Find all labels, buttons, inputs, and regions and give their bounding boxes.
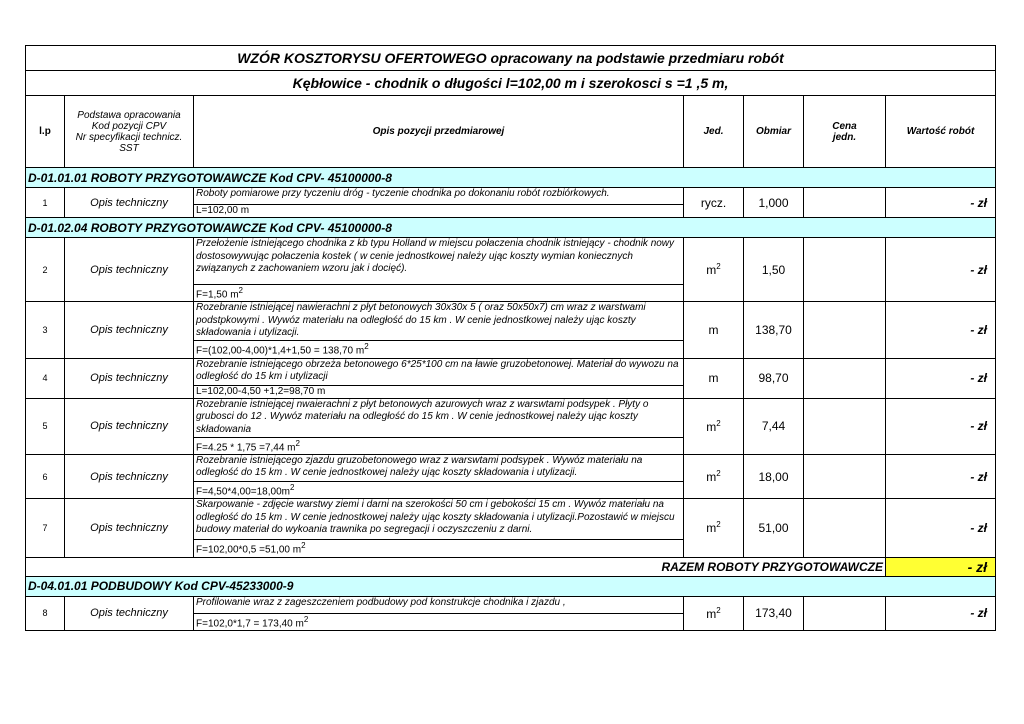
header-price-line-1: Cena xyxy=(832,120,857,132)
table-row xyxy=(26,358,996,385)
item-unit-price xyxy=(804,398,886,454)
item-value: - zł xyxy=(886,238,996,302)
item-lp: 4 xyxy=(26,358,65,398)
header-unit: Jed. xyxy=(684,96,744,168)
item-basis: Opis techniczny xyxy=(65,238,194,302)
unit-text: m xyxy=(706,606,717,621)
item-unit-price xyxy=(804,238,886,302)
unit-text: m xyxy=(708,322,719,337)
header-value: Wartość robót xyxy=(886,96,996,168)
item-lp: 1 xyxy=(26,188,65,218)
item-unit xyxy=(684,596,744,630)
calc-superscript: 2 xyxy=(303,614,309,624)
subtotal-label: RAZEM ROBOTY PRZYGOTOWAWCZE xyxy=(26,557,886,576)
subtitle-row xyxy=(26,71,996,96)
item-value: - zł xyxy=(886,499,996,557)
item-basis: Opis techniczny xyxy=(65,188,194,218)
calc-text: F=4.25 * 1,75 =7,44 m xyxy=(196,441,296,453)
item-description: Skarpowanie - zdjęcie warstwy ziemi i darni na szerokości 50 cm i gebokości 15 cm . Wywóz materiału na odległość do 15 km . W cenie jednostkowej należy ując koszty składowania i utylizacji.Pozostawić w miejscu budowy materiał do wykoania trawnika po segregacji i oczyszczeniu z darni. xyxy=(194,499,684,540)
calc-text: L=102,00-4,50 +1,2=98,70 m xyxy=(196,385,326,397)
header-lp: l.p xyxy=(26,96,65,168)
item-basis: Opis techniczny xyxy=(65,596,194,630)
item-unit-price xyxy=(804,454,886,498)
header-basis xyxy=(65,96,194,168)
item-value: - zł xyxy=(886,454,996,498)
item-value: - zł xyxy=(886,302,996,358)
section-row xyxy=(26,168,996,188)
item-description: Przełożenie istniejącego chodnika z kb typu Holland w miejscu połaczenia chodnik istniejący - chodnik nowy dostosowywując połaczenia kostek ( w cenie jednostkowej należy ując koszty wymian koniecznych związanych z zachowaniem wzoru jak i docięć). xyxy=(194,238,684,285)
header-row xyxy=(26,96,996,168)
item-unit xyxy=(684,238,744,302)
header-basis-line-1: Podstawa opracowania xyxy=(77,109,181,121)
table-row xyxy=(26,398,996,437)
calc-superscript: 2 xyxy=(289,482,295,492)
item-calculation xyxy=(194,613,684,630)
item-quantity: 1,50 xyxy=(744,238,804,302)
table-row xyxy=(26,238,996,285)
section-row xyxy=(26,576,996,596)
unit-text: m xyxy=(706,263,717,278)
calc-text: F=(102,00-4,00)*1,4+1,50 = 138,70 m xyxy=(196,345,365,357)
subtotal-value: - zł xyxy=(886,557,996,576)
item-basis: Opis techniczny xyxy=(65,454,194,498)
table-row xyxy=(26,302,996,341)
calc-text: F=102,00*0,5 =51,00 m xyxy=(196,544,302,556)
item-quantity: 18,00 xyxy=(744,454,804,498)
unit-superscript: 2 xyxy=(716,469,721,479)
item-description: Rozebranie istniejącej nawierachni z płyt betonowych 30x30x 5 ( oraz 50x50x7) cm wraz z warstwami podstpkowymi . Wywóz materiału na odległość do 15 km . W cenie jednostkowej należy ując koszty składowania i utylizacji. xyxy=(194,302,684,341)
table-row xyxy=(26,596,996,613)
item-value: - zł xyxy=(886,358,996,398)
item-description: Roboty pomiarowe przy tyczeniu dróg - tyczenie chodnika po dokonaniu robót rozbiórkowych. xyxy=(194,188,684,205)
document-subtitle: Kębłowice - chodnik o długości l=102,00 m i szerokosci s =1 ,5 m, xyxy=(26,71,996,96)
header-basis-line-4: SST xyxy=(119,142,139,154)
item-calculation xyxy=(194,205,684,218)
item-lp: 6 xyxy=(26,454,65,498)
item-basis: Opis techniczny xyxy=(65,499,194,557)
item-description: Rozebranie istniejącego obrzeża betonowego 6*25*100 cm na ławie gruzobetonowej. Materiał do wywozu na odległość do 15 km i utylizacji xyxy=(194,358,684,385)
item-value: - zł xyxy=(886,398,996,454)
unit-text: m xyxy=(706,419,717,434)
unit-text: m xyxy=(706,521,717,536)
item-calculation xyxy=(194,385,684,398)
item-basis: Opis techniczny xyxy=(65,358,194,398)
item-unit-price xyxy=(804,596,886,630)
item-quantity: 98,70 xyxy=(744,358,804,398)
item-unit-price xyxy=(804,188,886,218)
item-value: - zł xyxy=(886,596,996,630)
header-unit-price xyxy=(804,96,886,168)
calc-text: F=1,50 m xyxy=(196,289,239,301)
unit-text: m xyxy=(706,470,717,485)
item-unit xyxy=(684,499,744,557)
section-label: D-01.01.01 ROBOTY PRZYGOTOWAWCZE Kod CPV- 45100000-8 xyxy=(26,168,996,188)
item-lp: 2 xyxy=(26,238,65,302)
title-row xyxy=(26,46,996,71)
calc-text: F=102,0*1,7 = 173,40 m xyxy=(196,617,304,629)
table-row xyxy=(26,188,996,205)
item-quantity: 51,00 xyxy=(744,499,804,557)
item-quantity: 1,000 xyxy=(744,188,804,218)
item-calculation xyxy=(194,540,684,557)
subtotal-row xyxy=(26,557,996,576)
calc-superscript: 2 xyxy=(364,342,369,352)
section-row xyxy=(26,218,996,238)
calc-superscript: 2 xyxy=(301,541,306,551)
header-description: Opis pozycji przedmiarowej xyxy=(194,96,684,168)
table-row xyxy=(26,454,996,481)
unit-superscript: 2 xyxy=(716,520,721,530)
item-lp: 8 xyxy=(26,596,65,630)
document-title: WZÓR KOSZTORYSU OFERTOWEGO opracowany na podstawie przedmiaru robót xyxy=(26,46,996,71)
item-calculation xyxy=(194,285,684,302)
item-calculation xyxy=(194,481,684,498)
item-unit xyxy=(684,358,744,398)
item-calculation xyxy=(194,437,684,454)
item-lp: 7 xyxy=(26,499,65,557)
header-quantity: Obmiar xyxy=(744,96,804,168)
calc-superscript: 2 xyxy=(295,438,300,448)
item-quantity: 7,44 xyxy=(744,398,804,454)
cost-estimate-sheet xyxy=(25,45,995,631)
section-label: D-01.02.04 ROBOTY PRZYGOTOWAWCZE Kod CPV- 45100000-8 xyxy=(26,218,996,238)
item-description: Rozebranie istniejącej nwaierachni z płyt betonowych azurowych wraz z warswtami podsypek . Płyty o grubosci do 12 . Wywóz materiału na odległość do 15 km . W cenie jednostkowej należy ując koszty składowania xyxy=(194,398,684,437)
unit-superscript: 2 xyxy=(716,262,721,272)
header-basis-line-3: Nr specyfikacji technicz. xyxy=(75,131,183,143)
item-unit xyxy=(684,188,744,218)
item-unit xyxy=(684,302,744,358)
unit-superscript: 2 xyxy=(716,605,721,615)
item-unit-price xyxy=(804,358,886,398)
item-basis: Opis techniczny xyxy=(65,302,194,358)
section-label: D-04.01.01 PODBUDOWY Kod CPV-45233000-9 xyxy=(26,576,996,596)
calc-text: F=4,50*4,00=18,00m xyxy=(196,486,290,498)
item-unit-price xyxy=(804,499,886,557)
item-basis: Opis techniczny xyxy=(65,398,194,454)
calc-superscript: 2 xyxy=(238,286,243,295)
unit-superscript: 2 xyxy=(716,418,721,428)
item-quantity: 138,70 xyxy=(744,302,804,358)
unit-text: rycz. xyxy=(700,195,727,210)
item-description: Rozebranie istniejącego zjazdu gruzobetonowego wraz z warswtami podsypek . Wywóz materiału na odległość do 15 km . W cenie jednostkowej należy ując koszty składowania i utylizacji. xyxy=(194,454,684,481)
item-calculation xyxy=(194,341,684,358)
item-unit xyxy=(684,398,744,454)
table-row xyxy=(26,499,996,540)
item-lp: 5 xyxy=(26,398,65,454)
item-unit-price xyxy=(804,302,886,358)
item-value: - zł xyxy=(886,188,996,218)
item-description: Profilowanie wraz z zageszczeniem podbudowy pod konstrukcje chodnika i zjazdu , xyxy=(194,596,684,613)
calc-text: L=102,00 m xyxy=(196,205,250,216)
item-lp: 3 xyxy=(26,302,65,358)
cost-estimate-table xyxy=(25,45,996,631)
unit-text: m xyxy=(708,371,719,386)
header-basis-line-2: Kod pozycji CPV xyxy=(91,120,167,132)
header-price-line-2: jedn. xyxy=(832,131,857,143)
item-quantity: 173,40 xyxy=(744,596,804,630)
item-unit xyxy=(684,454,744,498)
